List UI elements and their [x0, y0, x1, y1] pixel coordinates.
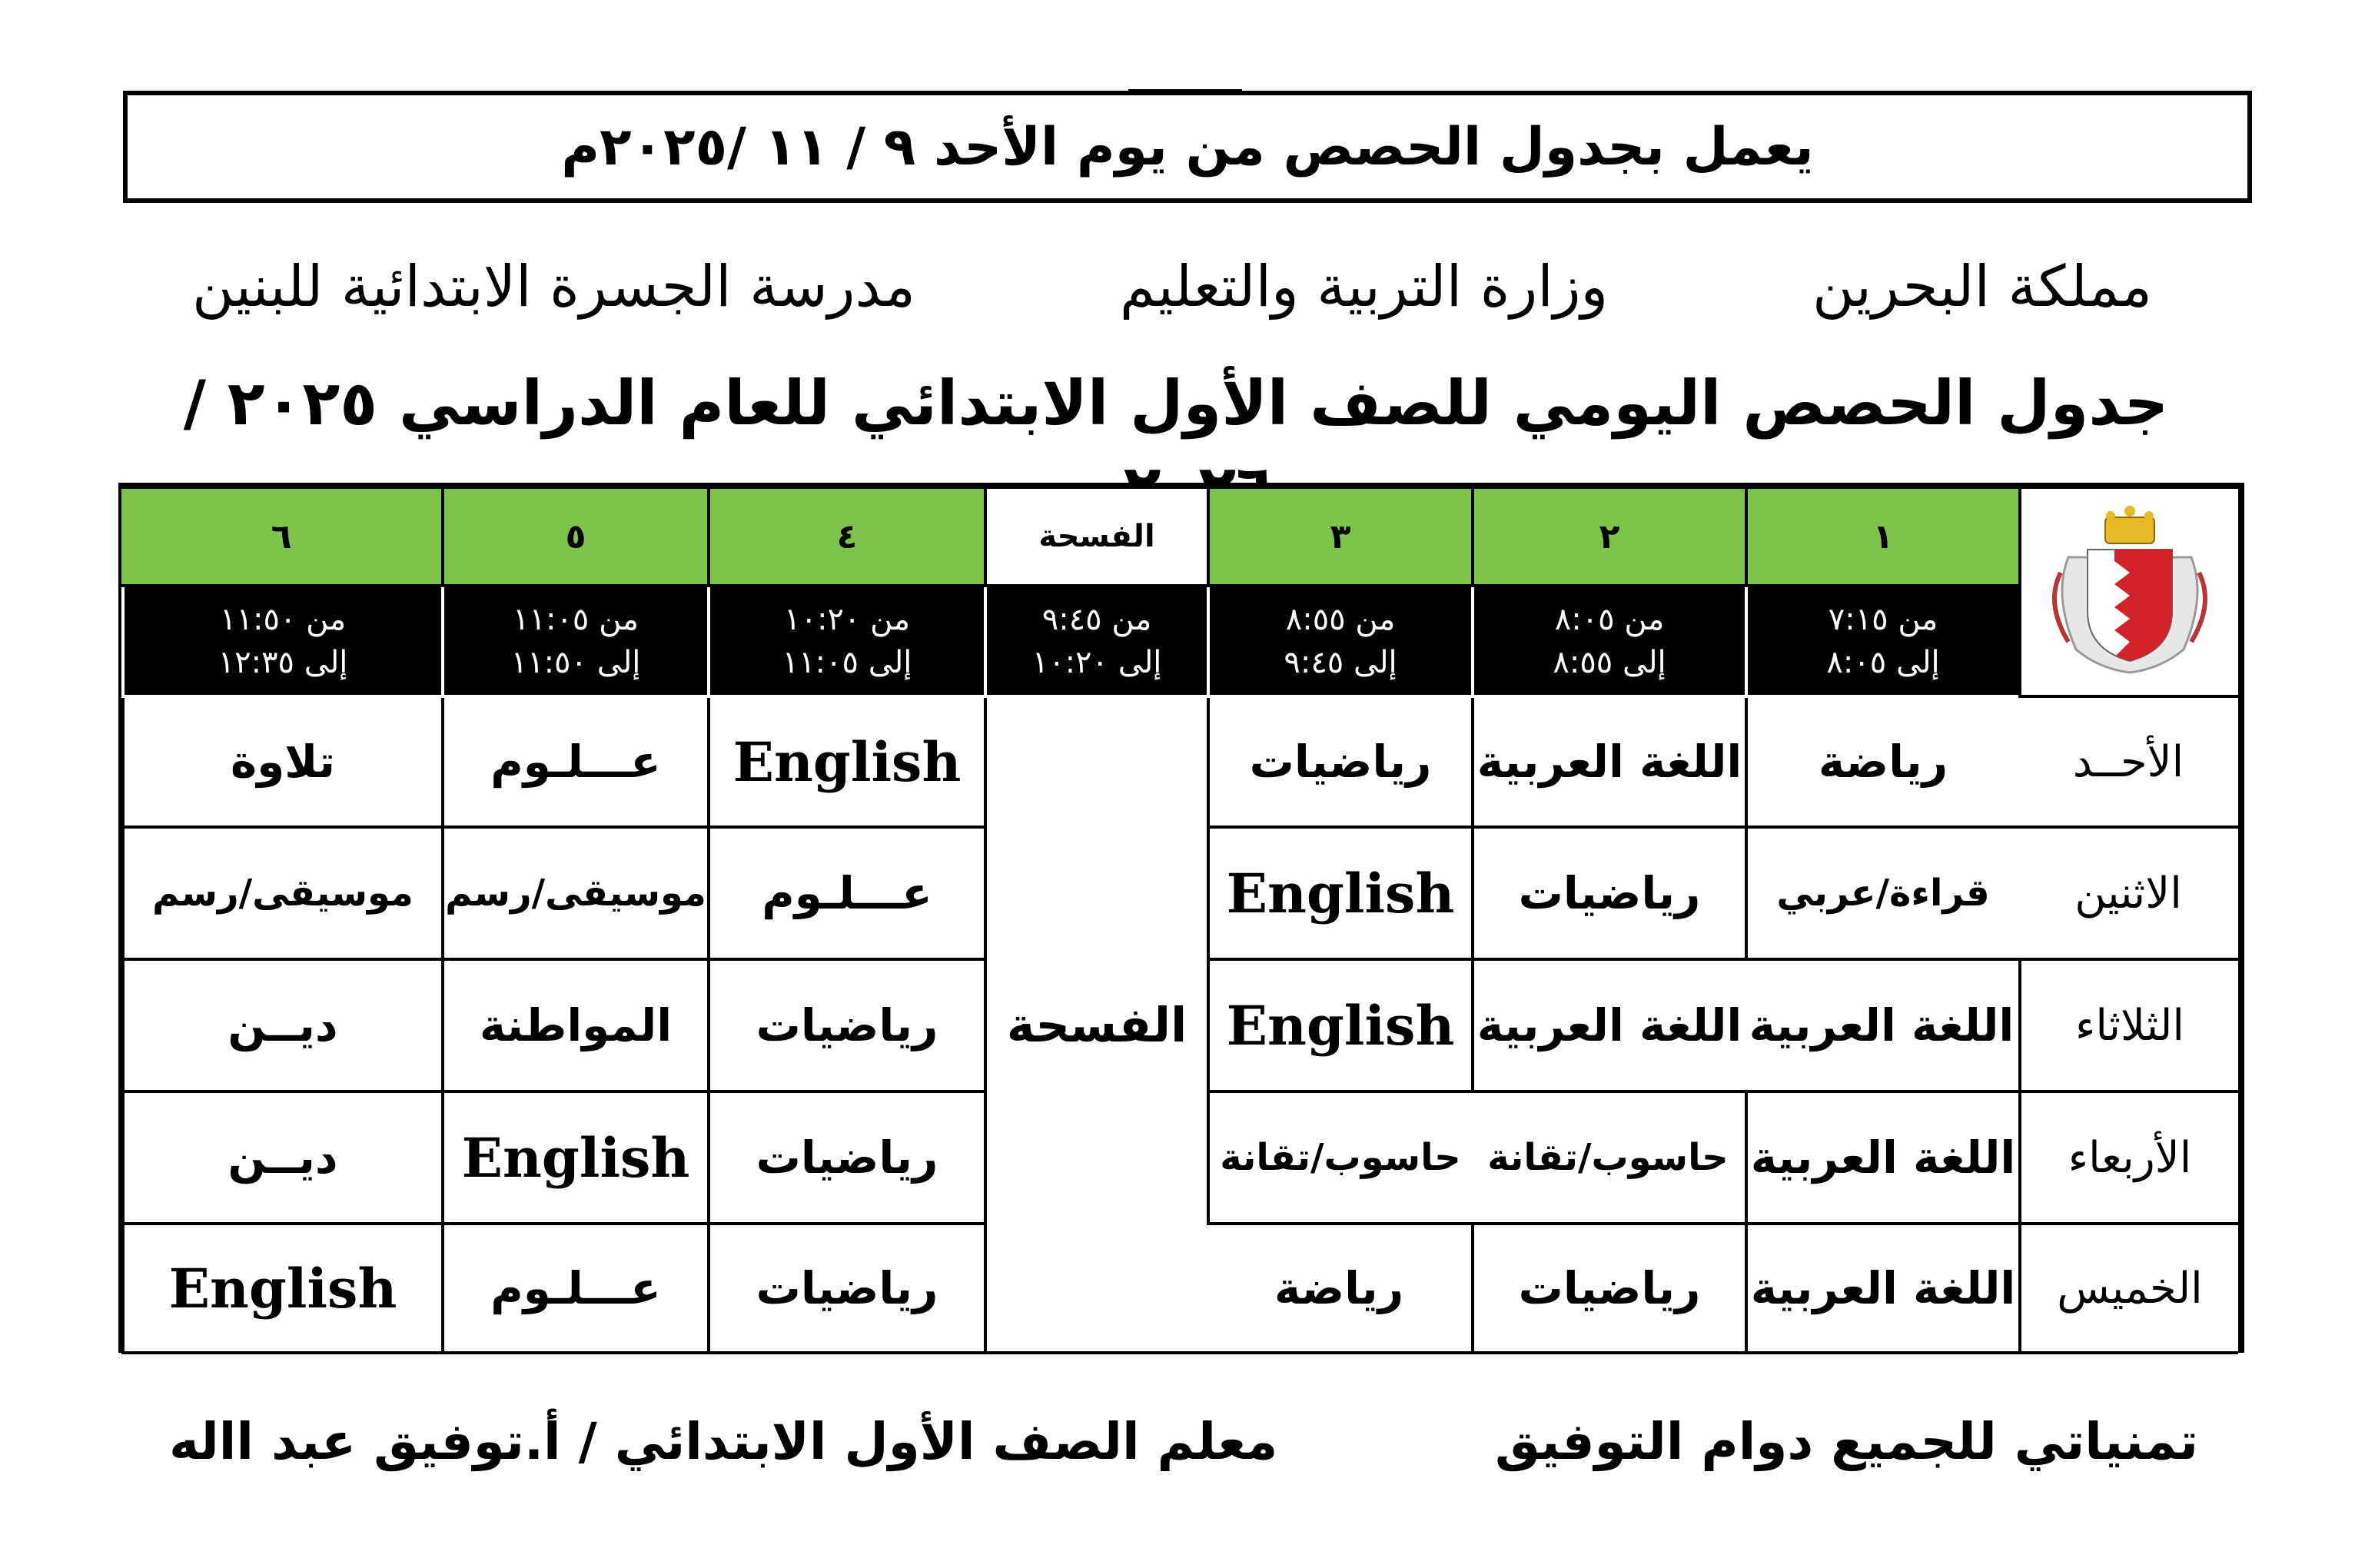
footer-wishes: تمنياتي للجميع دوام التوفيق [1494, 1411, 2198, 1471]
period-time-3: من ٨:٥٥ إلى ٩:٤٥ [1207, 587, 1471, 698]
subject-cell: عـــلـوم [441, 1225, 707, 1354]
logo-cell [2018, 489, 2238, 698]
subject-cell: تلاوة [121, 698, 441, 829]
subject-cell: حاسوب/تقانة [1207, 1093, 1471, 1225]
subject-cell: قراءة/عربي [1745, 829, 2018, 961]
effective-date-notice: يعمل بجدول الحصص من يوم الأحد ٩ / ١١ /٢٠٢٥م [123, 91, 2252, 203]
subject-cell: رياضيات [1471, 1225, 1745, 1354]
page-title: جدول الحصص اليومي للصف الأول الابتدائي للعام الدراسي ٢٠٢٥ / [183, 367, 2169, 439]
subject-cell: رياضيات [707, 961, 984, 1093]
day-tuesday: الثلاثاء [2018, 961, 2238, 1093]
period-time-4: من ١٠:٢٠ إلى ١١:٠٥ [707, 587, 984, 698]
subject-cell: رياضيات [707, 1093, 984, 1225]
period-header-1: ١ [1745, 489, 2018, 587]
header-row [192, 244, 2152, 329]
period-time-1: من ٧:١٥ إلى ٨:٠٥ [1745, 587, 2018, 698]
subject-cell: اللغة العربية [1745, 1093, 2018, 1225]
subject-cell: رياضيات [707, 1225, 984, 1354]
subject-cell: المواطنة [441, 961, 707, 1093]
subject-cell: رياضيات [1207, 698, 1471, 829]
subject-cell: عـــلـوم [707, 829, 984, 961]
subject-cell: رياضيات [1471, 829, 1745, 961]
day-sunday: الأحــد [2018, 698, 2238, 829]
subject-cell: حاسوب/تقانة [1471, 1093, 1745, 1225]
period-time-2: من ٨:٠٥ إلى ٨:٥٥ [1471, 587, 1745, 698]
subject-cell: اللغة العربية [1471, 698, 1745, 829]
subject-cell: اللغة العربية [1745, 961, 2018, 1093]
subject-cell: موسيقى/رسم [121, 829, 441, 961]
country-name: مملكة البحرين [1812, 254, 2152, 320]
period-header-5: ٥ [441, 489, 707, 587]
subject-cell: رياضة [1745, 698, 2018, 829]
period-header-6: ٦ [121, 489, 441, 587]
day-wednesday: الأربعاء [2018, 1093, 2238, 1225]
day-monday: الاثنين [2018, 829, 2238, 961]
subject-cell: English [121, 1225, 441, 1354]
subject-cell: English [1207, 829, 1471, 961]
subject-cell: اللغة العربية [1471, 961, 1745, 1093]
ministry-name: وزارة التربية والتعليم [1119, 254, 1609, 320]
break-cell: الفسحة [984, 698, 1207, 1354]
subject-cell: عـــلـوم [441, 698, 707, 829]
bahrain-emblem-icon [2045, 503, 2214, 680]
period-time-5: من ١١:٠٥ إلى ١١:٥٠ [441, 587, 707, 698]
break-header: الفسحة [984, 489, 1207, 587]
break-time: من ٩:٤٥ إلى ١٠:٢٠ [984, 587, 1207, 698]
subject-cell: ديــن [121, 961, 441, 1093]
period-header-4: ٤ [707, 489, 984, 587]
subject-cell: English [1207, 961, 1471, 1093]
subject-cell: ديــن [121, 1093, 441, 1225]
subject-cell: English [441, 1093, 707, 1225]
school-name: مدرسة الجسرة الابتدائية للبنين [192, 254, 916, 320]
footer [169, 1399, 2198, 1483]
day-thursday: الخميس [2018, 1225, 2238, 1354]
subject-cell: اللغة العربية [1745, 1225, 2018, 1354]
period-header-2: ٢ [1471, 489, 1745, 587]
subject-cell: English [707, 698, 984, 829]
footer-teacher: معلم الصف الأول الابتدائي / أ.توفيق عبد االه [169, 1411, 1278, 1471]
period-header-3: ٣ [1207, 489, 1471, 587]
period-time-6: من ١١:٥٠ إلى ١٢:٣٥ [121, 587, 441, 698]
schedule-table [118, 483, 2244, 1353]
subject-cell: رياضة [1207, 1225, 1471, 1354]
subject-cell: موسيقى/رسم [441, 829, 707, 961]
